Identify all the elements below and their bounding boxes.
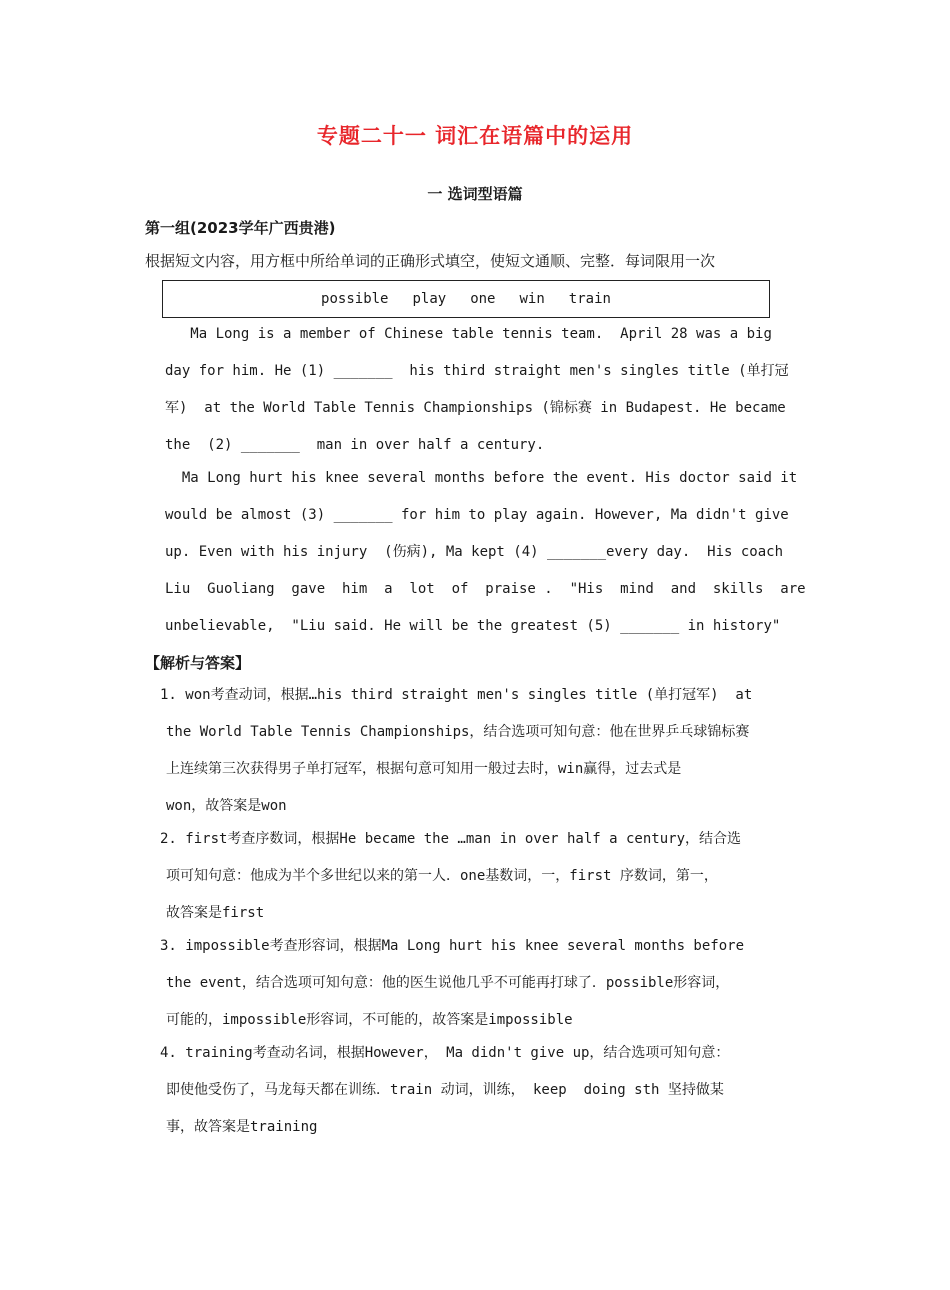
page-title: 专题二十一 词汇在语篇中的运用: [316, 124, 634, 148]
answer-line: 可能的，impossible形容词，不可能的，故答案是impossible: [166, 1012, 573, 1028]
section-heading: 一 选词型语篇: [427, 185, 523, 203]
answers: [160, 677, 802, 1146]
passage: [165, 316, 807, 645]
answer-line: 4. training考查动名词，根据However， Ma didn't give up，结合选项可知句意：: [160, 1045, 730, 1061]
word-box-item: one: [470, 291, 496, 307]
passage-line: Ma Long hurt his knee several months before the event. His doctor said it: [165, 470, 798, 486]
word-box-item: possible: [321, 291, 389, 307]
answer-line: 上连续第三次获得男子单打冠军，根据句意可知用一般过去时，win赢得，过去式是: [166, 761, 682, 777]
passage-line: unbelievable, "Liu said. He will be the greatest (5) _______ in history": [165, 618, 781, 634]
word-box-item: play: [412, 291, 447, 307]
passage-line: 军) at the World Table Tennis Championships (锦标赛 in Budapest. He became: [165, 400, 786, 416]
answer-line: 1. won考查动词，根据…his third straight men's singles title (单打冠军) at: [160, 687, 753, 703]
answers-heading: 【解析与答案】: [145, 654, 251, 672]
answer-line: won，故答案是won: [166, 798, 287, 814]
passage-line: Ma Long is a member of Chinese table tennis team. April 28 was a big: [165, 326, 772, 342]
word-box-item: train: [568, 291, 611, 307]
passage-line: day for him. He (1) _______ his third straight men's singles title (单打冠: [165, 363, 789, 379]
instruction-text: 根据短文内容，用方框中所给单词的正确形式填空，使短文通顺、完整．每词限用一次: [145, 252, 716, 270]
answer-line: 2. first考查序数词，根据He became the …man in over half a century，结合选: [160, 831, 742, 847]
passage-line: up. Even with his injury (伤病), Ma kept (4) _______every day. His coach: [165, 544, 784, 560]
answer-line: 3. impossible考查形容词，根据Ma Long hurt his knee several months before: [160, 938, 745, 954]
answer-line: 项可知句意：他成为半个多世纪以来的第一人．one基数词，一，first 序数词，第一，: [166, 868, 718, 884]
answer-line: 事，故答案是training: [166, 1119, 318, 1135]
group-heading: 第一组(2023学年广西贵港): [145, 219, 336, 237]
answer-line: 故答案是first: [166, 905, 265, 921]
word-box: [162, 280, 770, 318]
passage-line: Liu Guoliang gave him a lot of praise . "His mind and skills are: [165, 581, 806, 597]
answer-line: the World Table Tennis Championships，结合选项可知句意：他在世界乒乓球锦标赛: [166, 724, 750, 740]
answer-line: 即使他受伤了，马龙每天都在训练．train 动词，训练， keep doing sth 坚持做某: [166, 1082, 724, 1098]
passage-line: would be almost (3) _______ for him to play again. However, Ma didn't give: [165, 507, 789, 523]
word-box-item: win: [519, 291, 545, 307]
passage-line: the (2) _______ man in over half a century.: [165, 437, 545, 453]
answer-line: the event，结合选项可知句意：他的医生说他几乎不可能再打球了．possible形容词，: [166, 975, 730, 991]
